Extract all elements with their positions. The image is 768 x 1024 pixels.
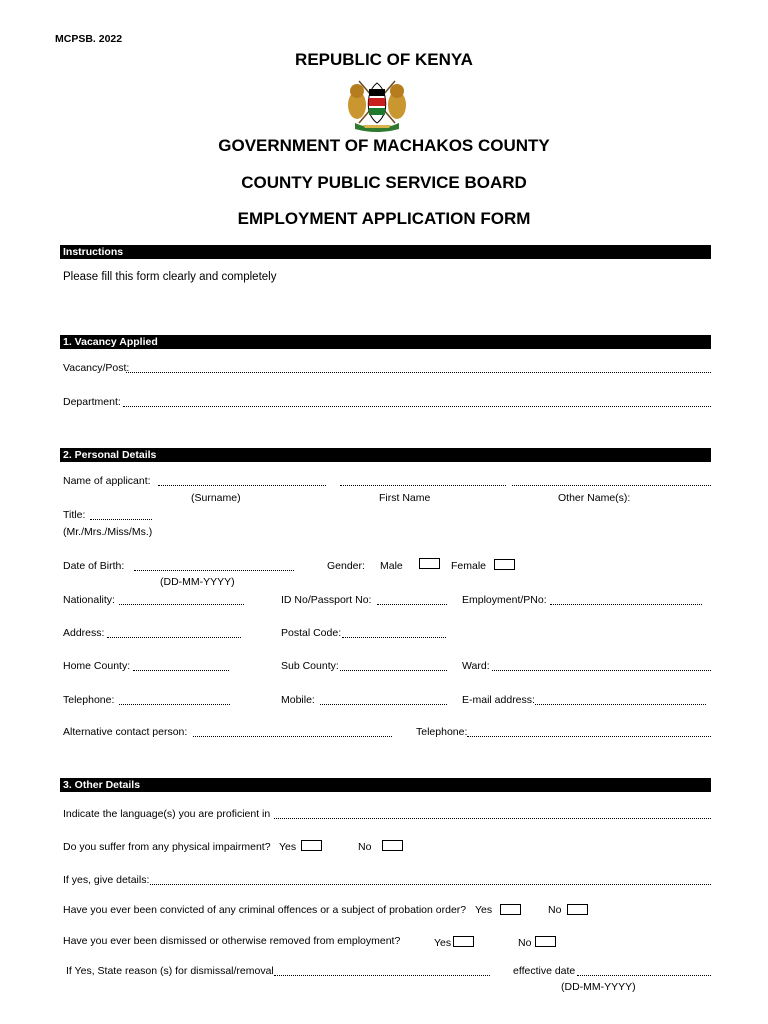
impairment-yes-checkbox[interactable] <box>301 840 322 851</box>
dob-caption: (DD-MM-YYYY) <box>160 576 235 588</box>
effective-date-label: effective date <box>513 965 576 977</box>
languages-label: Indicate the language(s) you are proficient in <box>63 808 271 820</box>
dismissed-yes-checkbox[interactable] <box>453 936 474 947</box>
employment-pno-field[interactable] <box>550 595 702 605</box>
address-label: Address: <box>63 627 105 639</box>
sub-county-label: Sub County: <box>281 660 339 672</box>
alt-telephone-label: Telephone: <box>416 726 468 738</box>
dismissal-reason-field[interactable] <box>274 966 490 976</box>
instructions-bar: Instructions <box>60 245 711 259</box>
impairment-details-label: If yes, give details: <box>63 874 150 886</box>
dismissal-reason-label: If Yes, State reason (s) for dismissal/removal <box>66 965 274 977</box>
home-county-field[interactable] <box>133 661 229 671</box>
ward-label: Ward: <box>462 660 490 672</box>
first-name-caption: First Name <box>379 492 431 504</box>
email-label: E-mail address: <box>462 694 535 706</box>
languages-field[interactable] <box>274 809 711 819</box>
vacancy-field[interactable] <box>126 363 711 373</box>
alt-contact-field[interactable] <box>193 727 392 737</box>
impairment-details-field[interactable] <box>150 875 711 885</box>
dob-field[interactable] <box>134 561 294 571</box>
id-passport-label: ID No/Passport No: <box>281 594 372 606</box>
title-field[interactable] <box>90 510 152 520</box>
first-name-field[interactable] <box>340 476 506 486</box>
employment-pno-label: Employment/PNo: <box>462 594 547 606</box>
criminal-no-checkbox[interactable] <box>567 904 588 915</box>
gender-label: Gender: <box>327 560 365 572</box>
criminal-no-label: No <box>548 904 562 916</box>
male-checkbox[interactable] <box>419 558 440 569</box>
surname-field[interactable] <box>158 476 326 486</box>
effective-date-field[interactable] <box>577 966 711 976</box>
vacancy-label: Vacancy/Post: <box>63 362 130 374</box>
telephone-field[interactable] <box>119 695 230 705</box>
personal-section-bar: 2. Personal Details <box>60 448 711 462</box>
board-title: COUNTY PUBLIC SERVICE BOARD <box>241 173 527 192</box>
dismissed-question: Have you ever been dismissed or otherwise removed from employment? <box>63 935 401 947</box>
dismissed-yes-label: Yes <box>434 937 452 949</box>
form-code: MCPSB. 2022 <box>55 33 123 45</box>
impairment-question: Do you suffer from any physical impairment? <box>63 841 271 853</box>
mobile-field[interactable] <box>320 695 447 705</box>
criminal-question: Have you ever been convicted of any criminal offences or a subject of probation order? <box>63 904 467 916</box>
alt-telephone-field[interactable] <box>467 727 711 737</box>
other-names-caption: Other Name(s): <box>558 492 631 504</box>
impairment-no-checkbox[interactable] <box>382 840 403 851</box>
postal-code-field[interactable] <box>342 628 446 638</box>
female-label: Female <box>451 560 487 572</box>
sub-county-field[interactable] <box>340 661 447 671</box>
form-title: EMPLOYMENT APPLICATION FORM <box>237 209 531 228</box>
email-field[interactable] <box>535 695 706 705</box>
instructions-text: Please fill this form clearly and completely <box>63 271 277 283</box>
dob-label: Date of Birth: <box>63 560 125 572</box>
dismissed-no-checkbox[interactable] <box>535 936 556 947</box>
address-field[interactable] <box>107 628 241 638</box>
department-label: Department: <box>63 396 121 408</box>
female-checkbox[interactable] <box>494 559 515 570</box>
telephone-label: Telephone: <box>63 694 115 706</box>
ward-field[interactable] <box>492 661 711 671</box>
title-label: Title: <box>63 509 86 521</box>
department-field[interactable] <box>123 397 711 407</box>
dismissed-no-label: No <box>518 937 532 949</box>
nationality-field[interactable] <box>119 595 244 605</box>
title-caption: (Mr./Mrs./Miss/Ms.) <box>63 526 153 538</box>
impairment-yes-label: Yes <box>279 841 297 853</box>
applicant-name-label: Name of applicant: <box>63 475 151 487</box>
republic-title: REPUBLIC OF KENYA <box>295 50 473 69</box>
other-section-bar: 3. Other Details <box>60 778 711 792</box>
id-passport-field[interactable] <box>377 595 447 605</box>
male-label: Male <box>380 560 403 572</box>
impairment-no-label: No <box>358 841 372 853</box>
nationality-label: Nationality: <box>63 594 115 606</box>
government-title: GOVERNMENT OF MACHAKOS COUNTY <box>218 136 550 155</box>
vacancy-section-bar: 1. Vacancy Applied <box>60 335 711 349</box>
criminal-yes-checkbox[interactable] <box>500 904 521 915</box>
alt-contact-label: Alternative contact person: <box>63 726 188 738</box>
home-county-label: Home County: <box>63 660 131 672</box>
surname-caption: (Surname) <box>191 492 241 504</box>
coat-of-arms-icon <box>345 75 409 135</box>
effective-date-caption: (DD-MM-YYYY) <box>561 981 636 993</box>
criminal-yes-label: Yes <box>475 904 493 916</box>
postal-code-label: Postal Code: <box>281 627 342 639</box>
mobile-label: Mobile: <box>281 694 315 706</box>
other-names-field[interactable] <box>512 476 711 486</box>
